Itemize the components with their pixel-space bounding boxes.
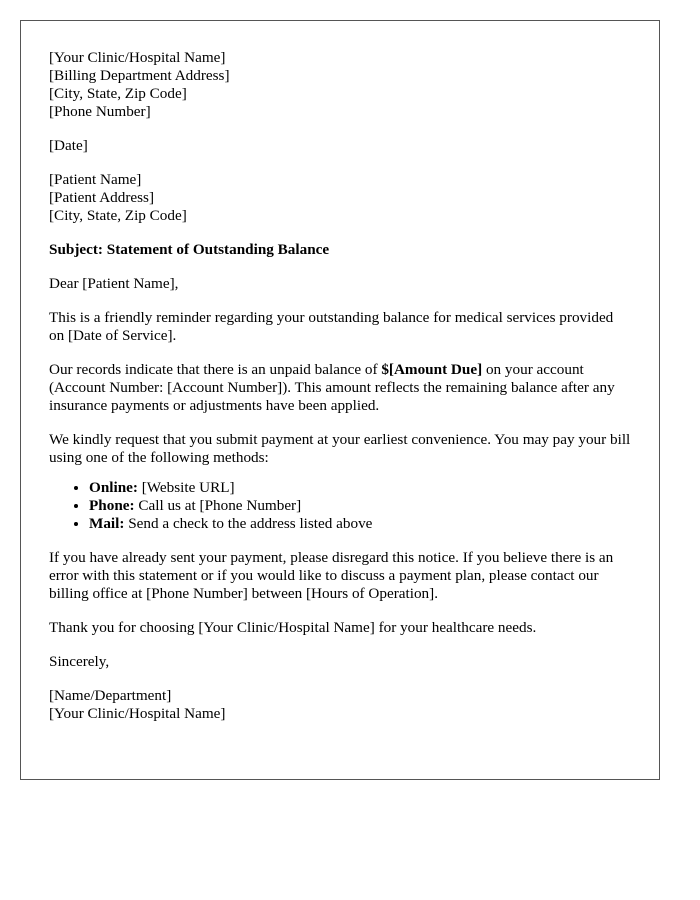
recipient-name: [Patient Name] bbox=[49, 171, 142, 188]
sender-city-state-zip: [City, State, Zip Code] bbox=[49, 85, 187, 102]
payment-methods-list bbox=[49, 479, 631, 533]
date-block bbox=[49, 137, 631, 155]
letter-date: [Date] bbox=[49, 137, 88, 154]
balance-text-after: on your account (Account Number: [Account Number]). This amount reflects the remaining balance after any insurance payments or adjustments have been applied. bbox=[49, 361, 615, 414]
payment-method-label: Online: bbox=[89, 479, 138, 496]
salutation: Dear [Patient Name], bbox=[49, 275, 179, 292]
sender-block bbox=[49, 49, 631, 121]
closing: Sincerely, bbox=[49, 653, 110, 670]
balance-text-before: Our records indicate that there is an unpaid balance of bbox=[49, 361, 382, 378]
recipient-block bbox=[49, 171, 631, 225]
paragraph-thank-you: Thank you for choosing [Your Clinic/Hospital Name] for your healthcare needs. bbox=[49, 619, 537, 636]
paragraph-balance bbox=[49, 361, 631, 415]
recipient-city-state-zip: [City, State, Zip Code] bbox=[49, 207, 187, 224]
paragraph-disregard: If you have already sent your payment, please disregard this notice. If you believe there is an error with this statement or if you would like to discuss a payment plan, please contact our billing office at [Phone Number] between [Hours of Operation]. bbox=[49, 549, 614, 602]
payment-method-label: Phone: bbox=[89, 497, 135, 514]
list-item bbox=[89, 479, 631, 497]
sender-address: [Billing Department Address] bbox=[49, 67, 230, 84]
payment-method-text: Call us at [Phone Number] bbox=[134, 497, 302, 514]
signature-block bbox=[49, 687, 631, 723]
signature-clinic-name: [Your Clinic/Hospital Name] bbox=[49, 705, 226, 722]
payment-method-label: Mail: bbox=[89, 515, 125, 532]
paragraph-payment-request: We kindly request that you submit payment at your earliest convenience. You may pay your bill using one of the following methods: bbox=[49, 431, 631, 466]
letter bbox=[20, 20, 660, 780]
sender-phone: [Phone Number] bbox=[49, 103, 151, 120]
list-item bbox=[89, 497, 631, 515]
recipient-address: [Patient Address] bbox=[49, 189, 155, 206]
payment-method-text: Send a check to the address listed above bbox=[124, 515, 373, 532]
paragraph-reminder: This is a friendly reminder regarding your outstanding balance for medical services provided on [Date of Service]. bbox=[49, 309, 614, 344]
signature-name: [Name/Department] bbox=[49, 687, 172, 704]
subject-line: Subject: Statement of Outstanding Balance bbox=[49, 241, 330, 258]
list-item bbox=[89, 515, 631, 533]
payment-method-text: [Website URL] bbox=[137, 479, 235, 496]
amount-due: $[Amount Due] bbox=[381, 361, 483, 378]
sender-clinic-name: [Your Clinic/Hospital Name] bbox=[49, 49, 226, 66]
